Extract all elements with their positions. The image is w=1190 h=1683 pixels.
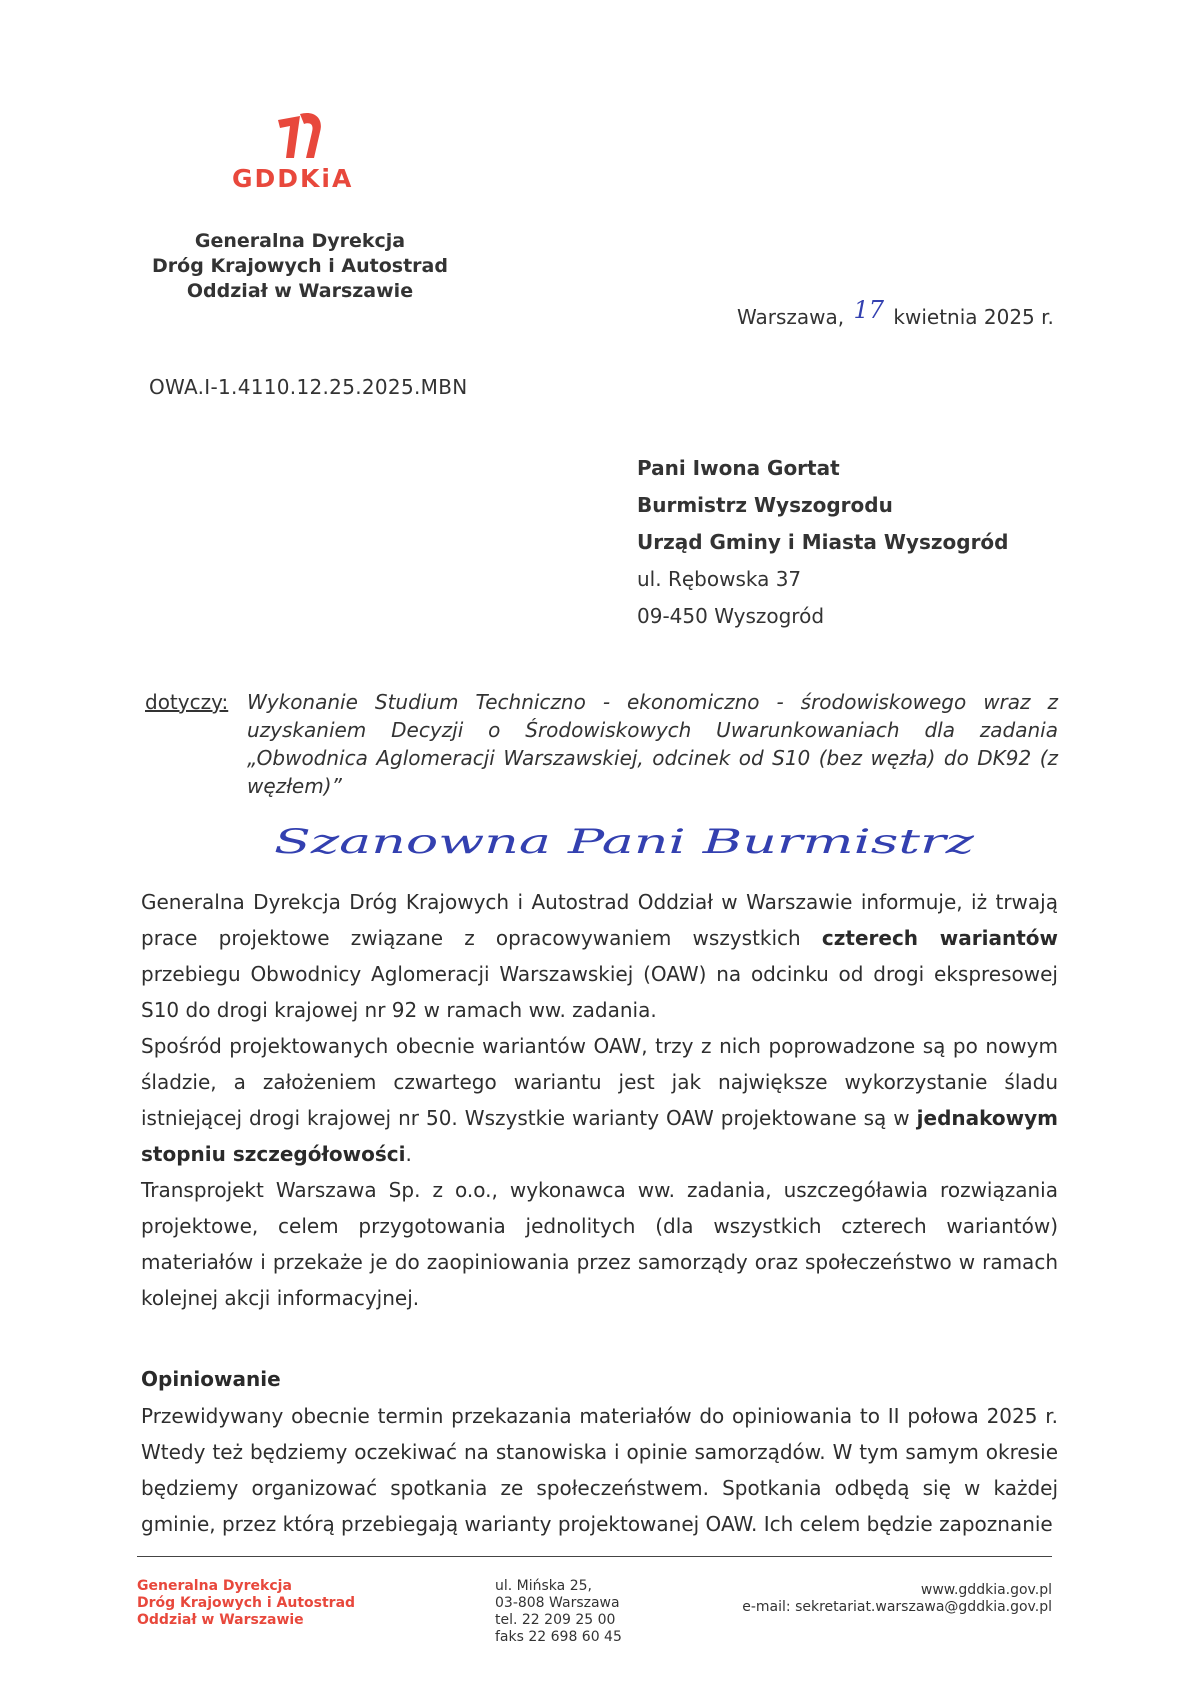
footer-street: ul. Mińska 25, [495,1578,592,1594]
recipient-title: Burmistrz Wyszogrodu [637,493,893,517]
letter-body [141,884,1058,1542]
subject-block [145,688,1058,800]
body-text: . [405,1142,412,1166]
section-heading: Opiniowanie [141,1367,281,1391]
body-text: przebiegu Obwodnicy Aglomeracji Warszawskiej (OAW) na odcinku od drogi ekspresowej S10 do drogi krajowej nr 92 w ramach ww. zadania. [141,962,1058,1022]
recipient-block [637,450,1008,635]
subject-text: Wykonanie Studium Techniczno - ekonomiczno - środowiskowego wraz z uzyskaniem Decyzji o Środowiskowych Uwarunkowaniach dla zadania „Obwodnica Aglomeracji Warszawskiej, odcinek od S10 (bez węzła) do DK92 (z węzłem)” [247,690,1058,798]
recipient-street: ul. Rębowska 37 [637,567,802,591]
reference-number: OWA.I-1.4110.12.25.2025.MBN [149,375,468,399]
footer-org-line: Dróg Krajowych i Autostrad [137,1595,356,1611]
footer-website-link[interactable]: www.gddkia.gov.pl [920,1582,1052,1598]
footer-org-line: Oddział w Warszawie [137,1612,304,1628]
org-line: Oddział w Warszawie [186,280,414,302]
sender-organization [140,229,460,304]
letter-date [737,296,1054,330]
body-bold-text: jednakowym stopniu szczegółowości [141,1106,1058,1166]
handwritten-salutation [270,805,985,875]
org-line: Dróg Krajowych i Autostrad [152,255,448,277]
date-prefix: Warszawa, [737,305,845,329]
gddkia-emblem-icon [270,110,330,162]
footer-email-link[interactable]: e-mail: sekretariat.warszawa@gddkia.gov.pl [742,1599,1052,1615]
footer-fax: faks 22 698 60 45 [495,1629,622,1645]
org-line: Generalna Dyrekcja [194,230,406,252]
footer-city: 03-808 Warszawa [495,1595,620,1611]
body-paragraph [141,1028,1058,1172]
body-paragraph: Przewidywany obecnie termin przekazania materiałów do opiniowania to II połowa 2025 r. Wtedy też będziemy oczekiwać na stanowiska i opinie samorządów. W tym samym okresie będziemy organizować spotkania ze społeczeństwem. Spotkania odbędą się w każdej gminie, przez którą przebiegają warianty projektowanej OAW. Ich celem będzie zapoznanie [141,1404,1058,1536]
handwriting-salutation [270,805,985,875]
footer-organization [137,1578,355,1629]
footer-divider [137,1556,1052,1557]
subject-label: dotyczy: [145,690,229,714]
recipient-city: 09-450 Wyszogród [637,604,825,628]
footer-phone: tel. 22 209 25 00 [495,1612,616,1628]
footer-contact [742,1582,1052,1616]
body-text: Spośród projektowanych obecnie wariantów OAW, trzy z nich poprowadzone są po nowym śladzie, a założeniem czwartego wariantu jest jak największe wykorzystanie śladu istniejącej drogi krajowej nr 50. Wszystkie warianty OAW projektowane są w [141,1034,1058,1130]
footer-address [495,1578,622,1646]
body-text: Generalna Dyrekcja Dróg Krajowych i Autostrad Oddział w Warszawie informuje, iż trwają prace projektowe związane z opracowywaniem wszystkich [141,890,1058,950]
date-suffix: kwietnia 2025 r. [893,305,1054,329]
footer-org-line: Generalna Dyrekcja [137,1578,292,1594]
body-paragraph: Transprojekt Warszawa Sp. z o.o., wykonawca ww. zadania, uszczegóławia rozwiązania projektowe, celem przygotowania jednolitych (dla wszystkich czterech wariantów) materiałów i przekaże je do zaopiniowania przez samorządy oraz społeczeństwo w ramach kolejnej akcji informacyjnej. [141,1178,1058,1310]
recipient-name: Pani Iwona Gortat [637,456,840,480]
salutation-text: Szanowna Pani Burmistrz [274,822,976,862]
body-bold-text: czterech wariantów [821,926,1059,950]
date-day-handwritten: 17 [853,296,885,324]
body-paragraph [141,884,1058,1028]
recipient-office: Urząd Gminy i Miasta Wyszogród [637,530,1009,554]
logo-text: GDDKiA [232,164,354,193]
gddkia-logo [232,110,372,193]
